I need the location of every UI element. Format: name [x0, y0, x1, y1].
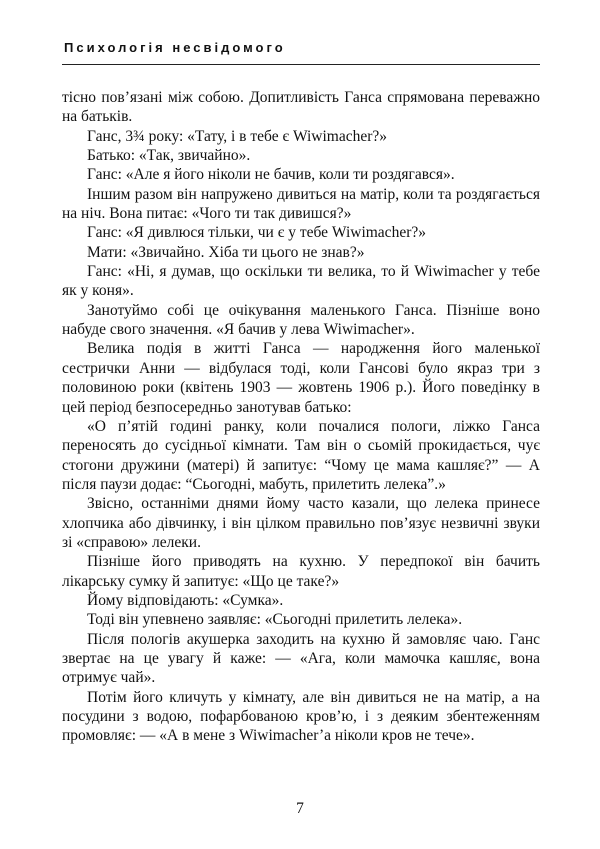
page-body: [62, 88, 540, 746]
paragraph: Тоді він упевнено заявляє: «Сьогодні прилетить лелека».: [87, 611, 463, 629]
paragraph: Ганс: «Ні, я думав, що оскільки ти велика, то й Wiwimacher у тебе як у коня».: [62, 263, 540, 300]
paragraph: Потім його кличуть у кімнату, але він дивиться не на матір, а на посудини з водою, пофарбованою кров’ю, і з деяким збентеженням промовляє: — «А в мене з Wiwimacher’а ніколи кров не тече».: [62, 688, 540, 745]
paragraph: Ганс: «Я дивлюся тільки, чи є у тебе Wiwimacher?»: [87, 224, 426, 242]
paragraph: Занотуймо собі це очікування маленького Ганса. Пізніше воно набуде свого значення. «Я бачив у лева Wiwimacher».: [62, 301, 540, 339]
paragraph: Звісно, останніми днями йому часто казали, що лелека принесе хлопчика або дівчинку, і він цілком правильно пов’язує незвичні звуки зі «справою» лелеки.: [62, 495, 540, 551]
paragraph: Велика подія в житті Ганса — народження його маленької сестрички Анни — відбулася тоді, коли Гансові було якраз три з половиною роки (квітень 1903 — жовтень 1906 р.). Його поведінку в цей період безпосередньо занотував батько:: [62, 340, 540, 416]
paragraph: тісно пов’язані між собою. Допитливість Ганса спрямована переважно на батьків.: [62, 89, 540, 126]
running-header: [62, 34, 540, 65]
paragraph: Йому відповідають: «Сумка».: [87, 591, 284, 609]
paragraph: Мати: «Звичайно. Хіба ти цього не знав?»: [87, 243, 365, 261]
paragraph: Ганс, 3¾ року: «Тату, і в тебе є Wiwimacher?»: [87, 127, 388, 145]
paragraph: Після пологів акушерка заходить на кухню й замовляє чаю. Ганс звертає на це увагу й каже: — «Ага, коли мамочка кашляє, вона отримує чай».: [62, 630, 540, 687]
header-title: Психологія несвідомого: [64, 40, 286, 55]
paragraph: Батько: «Так, звичайно».: [87, 147, 251, 165]
page-number: 7: [296, 800, 304, 817]
paragraph: Іншим разом він напружено дивиться на матір, коли та роздягається на ніч. Вона питає: «Чого ти так дивишся?»: [62, 185, 540, 223]
paragraph: Пізніше його приводять на кухню. У передпокої він бачить лікарську сумку й запитує: «Що це таке?»: [62, 553, 540, 590]
paragraph: «О п’ятій годині ранку, коли почалися пологи, ліжко Ганса переносять до сусідньої кімнати. Там він о сьомій прокидається, чує стогони дружини (матері) й запитує: “Чому це мама кашляє?” — А після паузи додає: “Сьогодні, мабуть, прилетить лелека”.»: [62, 417, 540, 493]
paragraph: Ганс: «Але я його ніколи не бачив, коли ти роздягався».: [87, 166, 455, 184]
